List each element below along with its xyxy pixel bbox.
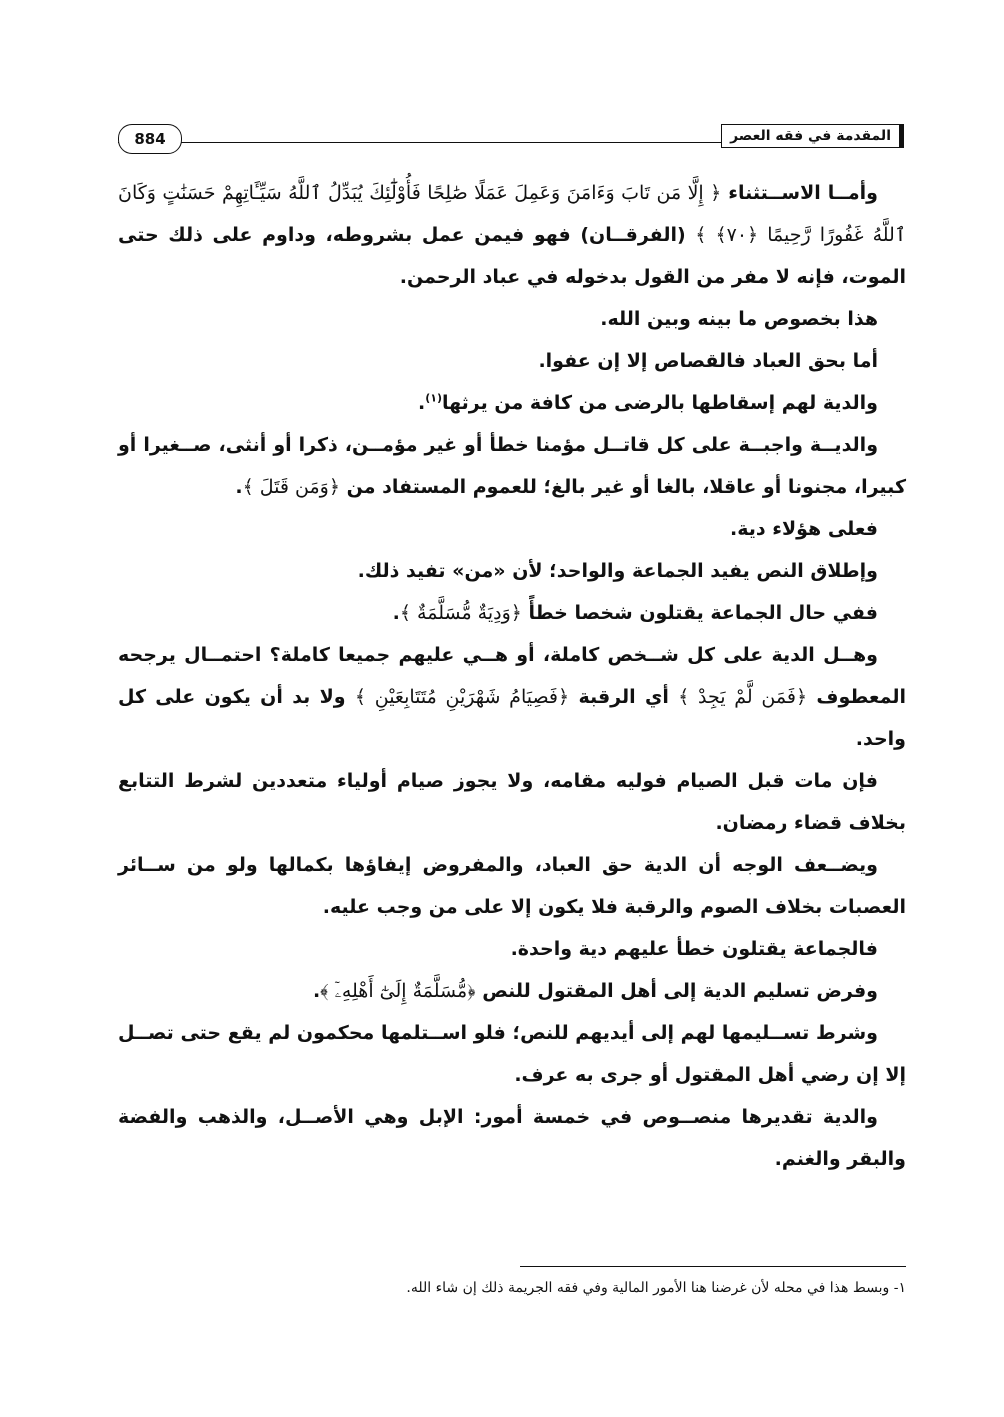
paragraph [118, 508, 906, 550]
page-header [118, 118, 904, 158]
paragraph-text: والدية لهم إسقاطها بالرضى من كافة من يرثها [442, 392, 878, 414]
paragraph-text: وإطلاق النص يفيد الجماعة والواحد؛ لأن «من» تفيد ذلك. [357, 560, 878, 582]
paragraph [118, 1012, 906, 1096]
quran-verse: ﴿فَصِيَامُ شَهْرَيْنِ مُتَتَابِعَيْنِ ﴾ [354, 686, 570, 708]
paragraph-text: وهــل الدية على كل شــخص كاملة، أو هــي عليهم جميعا كاملة؟ احتمــال يرجحه المعطوف [118, 644, 907, 708]
paragraph-text: (الفرقــان) فهو فيمن عمل بشروطه، وداوم على ذلك حتى الموت، فإنه لا مفر من القول بدخوله في عباد الرحمن. [118, 224, 906, 288]
paragraph-text: وفرض تسليم الدية إلى أهل المقتول للنص [475, 980, 878, 1002]
paragraph [118, 172, 906, 298]
paragraph-text: . [312, 980, 321, 1002]
footnote-marker: (١) [425, 391, 442, 405]
paragraph-text: ففي حال الجماعة يقتلون شخصا خطأً [521, 602, 878, 624]
paragraph-text: أما بحق العباد فالقصاص إلا إن عفوا. [538, 350, 878, 372]
quran-verse: ﴿وَدِيَةٌ مُّسَلَّمَةٌ ﴾ [399, 602, 522, 624]
paragraph-text: والدية تقديرها منصــوص في خمسة أمور: الإبل وهي الأصــل، والذهب والفضة والبقر والغنم. [118, 1106, 906, 1170]
paragraph [118, 340, 906, 382]
paragraph-text: فالجماعة يقتلون خطأ عليهم دية واحدة. [510, 938, 878, 960]
paragraph [118, 298, 906, 340]
paragraph-text: . [418, 392, 426, 414]
paragraph-text: . [392, 602, 400, 624]
quran-verse: ﴿وَمَن قَتَلَ ﴾ [242, 476, 340, 498]
footnote: ١- وبسط هذا في محله لأن غرضنا هنا الأمور المالية وفي فقه الجريمة ذلك إن شاء الله. [406, 1280, 906, 1296]
paragraph [118, 424, 906, 508]
paragraph [118, 928, 906, 970]
footnote-separator [520, 1266, 906, 1267]
quran-verse: ﴿مُّسَلَّمَةٌ إِلَىٰٓ أَهْلِهِۦٓ ﴾ [320, 980, 476, 1002]
paragraph-text: فعلى هؤلاء دية. [730, 518, 878, 540]
paragraph [118, 970, 906, 1012]
paragraph [118, 592, 906, 634]
paragraph-text: . [235, 476, 243, 498]
quran-verse: ﴿ إِلَّا مَن تَابَ وَءَامَنَ وَعَمِلَ عَمَلًا صَٰلِحًا فَأُوْلَٰٓئِكَ يُبَدِّلُ ٱللَّهُ سَيِّـَٔاتِهِمْ حَسَنَٰتٍ وَكَانَ ٱللَّهُ غَفُورًا رَّحِيمًا ﴿٧٠﴾ ﴾ [118, 182, 906, 246]
paragraph [118, 844, 906, 928]
paragraph-text: فإن مات قبل الصيام فوليه مقامه، ولا يجوز صيام أولياء متعددين لشرط التتابع بخلاف قضاء رمضان. [118, 770, 906, 834]
paragraph-text: ولا بد أن يكون على كل واحد. [118, 686, 906, 750]
paragraph [118, 382, 906, 424]
quran-verse: ﴿فَمَن لَّمْ يَجِدْ ﴾ [678, 686, 808, 708]
paragraph-text: أي الرقبة [569, 686, 679, 708]
paragraph [118, 760, 906, 844]
page-number: 884 [118, 124, 182, 154]
paragraph-text: هذا بخصوص ما بينه وبين الله. [600, 308, 878, 330]
paragraph-text: وشرط تســليمها لهم إلى أيديهم للنص؛ فلو اســتلمها محكمون لم يقع حتى تصــل إلا إن رضي أهل المقتول أو جرى به عرف. [118, 1022, 906, 1086]
paragraph [118, 1096, 906, 1180]
paragraph [118, 634, 906, 760]
paragraph-text: وأمــا الاســتثناء [721, 182, 878, 204]
paragraph [118, 550, 906, 592]
paragraph-text: ويضــعف الوجه أن الدية حق العباد، والمفروض إيفاؤها بكمالها ولو من ســائر العصبات بخلاف الصوم والرقبة فلا يكون إلا على من وجب عليه. [118, 854, 906, 918]
book-title: المقدمة في فقه العصر [721, 124, 904, 148]
body-text [118, 172, 906, 1180]
paragraph-text: والديــة واجبــة على كل قاتــل مؤمنا خطأ أو غير مؤمــن، ذكرا أو أنثى، صــغيرا أو كبيرا، مجنونا أو عاقلا، بالغا أو غير بالغ؛ للعموم المستفاد من [118, 434, 906, 498]
